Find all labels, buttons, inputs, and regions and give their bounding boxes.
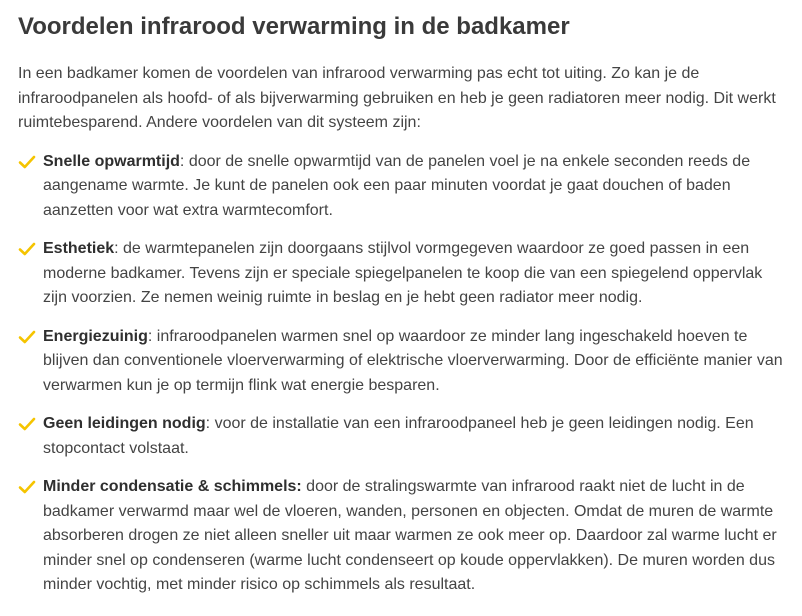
benefits-list bbox=[18, 150, 788, 598]
intro-paragraph: In een badkamer komen de voordelen van infrarood verwarming pas echt tot uiting. Zo kan je de infraroodpanelen als hoofd- of als bijverwarming gebruiken en heb je geen radiatoren meer nodig. Dit werkt ruimtebesparend. Andere voordelen van dit systeem zijn: bbox=[18, 65, 776, 131]
benefit-item-snelle-opwarmtijd bbox=[18, 150, 788, 224]
benefit-text: : door de snelle opwarmtijd van de panelen voel je na enkele seconden reeds de aangename warmte. Je kunt de panelen ook een paar minuten voordat je gaat douchen of baden aanzetten voor wat extra warmtecomfort. bbox=[43, 152, 751, 219]
benefit-term: Snelle opwarmtijd bbox=[43, 152, 180, 170]
benefit-text: : de warmtepanelen zijn doorgaans stijlvol vormgegeven waardoor ze goed passen in een moderne badkamer. Tevens zijn er speciale spiegelpanelen te koop die van een spiegelend oppervlak zijn voorzien. Ze nemen weinig ruimte in beslag en je hebt geen radiator meer nodig. bbox=[43, 240, 763, 306]
benefit-item-minder-condensatie bbox=[18, 475, 788, 598]
benefit-term: Minder condensatie & schimmels: bbox=[43, 478, 302, 495]
check-icon bbox=[18, 241, 36, 257]
benefit-text: : voor de installatie van een infraroodpaneel heb je geen leidingen nodig. Een stopcontact volstaat. bbox=[43, 415, 754, 457]
benefit-text: door de stralingswarmte van infrarood raakt niet de lucht in de badkamer verwarmd maar wel de vloeren, wanden, personen en objecten. Omdat de muren de warmte absorberen drogen ze niet alleen sneller uit maar warmen ze ook meer op. Daardoor zal warme lucht er minder snel op condenseren (warme lucht condenseert op koude oppervlakken). De muren worden dus minder vochtig, met minder risico op schimmels als resultaat. bbox=[43, 478, 777, 593]
benefit-item-energiezuinig bbox=[18, 325, 788, 399]
benefit-term: Esthetiek bbox=[43, 240, 115, 257]
check-icon bbox=[18, 416, 36, 432]
check-icon bbox=[18, 329, 36, 345]
benefit-term: Geen leidingen nodig bbox=[43, 415, 206, 432]
benefit-item-esthetiek bbox=[18, 237, 788, 311]
benefit-term: Energiezuinig bbox=[43, 327, 148, 345]
check-icon bbox=[18, 479, 36, 495]
check-icon bbox=[18, 154, 36, 170]
benefit-text: : infraroodpanelen warmen snel op waardoor ze minder lang ingeschakeld hoeven te blijven dan conventionele vloerverwarming of elektrische vloerverwarming. Door de efficiënte manier van verwarmen kun je op termijn flink wat energie besparen. bbox=[43, 327, 783, 394]
article-title: Voordelen infrarood verwarming in de badkamer bbox=[18, 13, 570, 40]
benefit-item-geen-leidingen-nodig bbox=[18, 412, 788, 461]
